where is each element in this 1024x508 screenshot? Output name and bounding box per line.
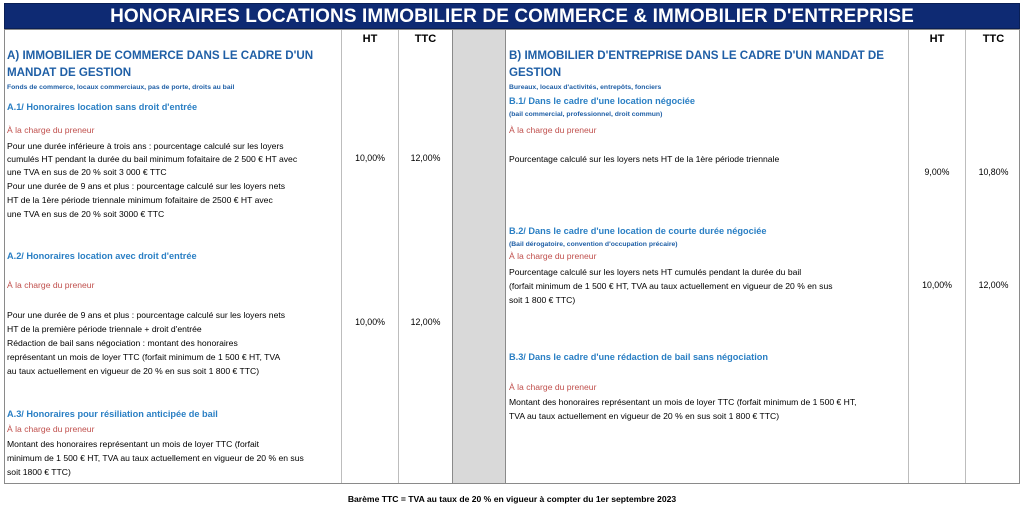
section-b-title-line2: GESTION [509, 66, 562, 79]
a1-line: une TVA en sus de 20 % soit 3000 € TTC [7, 209, 165, 219]
section-b-ttc-column [966, 30, 1021, 483]
a1-ttc-value: 12,00% [410, 153, 441, 163]
b3-line: Montant des honoraires représentant un mois de loyer TTC (forfait minimum de 1 500 € HT, [509, 397, 857, 407]
ht-header: HT [362, 33, 378, 45]
a1-line: Pour une durée inférieure à trois ans : pourcentage calculé sur les loyers [7, 141, 284, 151]
a1-heading: A.1/ Honoraires location sans droit d'entrée [7, 102, 198, 112]
column-separator [453, 30, 506, 483]
section-a-column [5, 30, 342, 483]
b3-line: TVA au taux actuellement en vigueur de 20 % en sus soit 1 800 € TTC) [509, 411, 780, 421]
section-a-subtitle: Fonds de commerce, locaux commerciaux, pas de porte, droits au bail [7, 84, 235, 91]
a1-line: HT de la 1ère période triennale minimum fofaitaire de 2500 € HT avec [7, 195, 273, 205]
a1-line: Pour une durée de 9 ans et plus : pourcentage calculé sur les loyers nets [7, 181, 286, 191]
a1-charge: À la charge du preneur [7, 125, 95, 135]
a2-line: HT de la première période triennale + droit d'entrée [7, 324, 202, 334]
b3-heading: B.3/ Dans le cadre d'une rédaction de bail sans négociation [509, 352, 768, 362]
a1-ht-value: 10,00% [355, 153, 385, 163]
b1-ttc-value: 10,80% [978, 167, 1009, 177]
a1-line: une TVA en sus de 20 % soit 3 000 € TTC [7, 167, 167, 177]
footer-note: Barème TTC = TVA au taux de 20 % en vigueur à compter du 1er septembre 2023 [347, 494, 677, 504]
b2-heading: B.2/ Dans le cadre d'une location de courte durée négociée [509, 226, 767, 236]
ttc-header: TTC [982, 33, 1005, 45]
section-a-ht-column [342, 30, 399, 483]
fees-table [4, 29, 1020, 484]
b1-ht-value: 9,00% [924, 167, 950, 177]
section-a-title-line2: MANDAT DE GESTION [7, 66, 132, 79]
a3-line: Montant des honoraires représentant un mois de loyer TTC (forfait [7, 439, 260, 449]
b2-line: Pourcentage calculé sur les loyers nets HT cumulés pendant la durée du bail [509, 267, 802, 277]
a1-line: cumulés HT pendant la durée du bail minimum fofaitaire de 2 500 € HT avec [7, 154, 298, 164]
b1-sub: (bail commercial, professionnel, droit commun) [509, 111, 663, 118]
b2-ttc-value: 12,00% [978, 280, 1009, 290]
a3-line: soit 1800 € TTC) [7, 467, 71, 477]
b1-line: Pourcentage calculé sur les loyers nets HT de la 1ère période triennale [509, 154, 780, 164]
b2-ht-value: 10,00% [922, 280, 952, 290]
a2-line: Pour une durée de 9 ans et plus : pourcentage calculé sur les loyers nets [7, 310, 286, 320]
b1-heading: B.1/ Dans le cadre d'une location négociée [509, 96, 695, 106]
a3-heading: A.3/ Honoraires pour résiliation anticipée de bail [7, 409, 218, 419]
ttc-header: TTC [414, 33, 437, 45]
a2-line: Rédaction de bail sans négociation : montant des honoraires [7, 338, 238, 348]
b1-charge: À la charge du preneur [509, 125, 597, 135]
a2-heading: A.2/ Honoraires location avec droit d'entrée [7, 251, 197, 261]
b2-line: soit 1 800 € TTC) [509, 295, 576, 305]
section-b-column [506, 30, 909, 483]
a3-charge: À la charge du preneur [7, 424, 95, 434]
ht-header: HT [929, 33, 945, 45]
b2-charge: À la charge du preneur [509, 251, 597, 261]
b3-charge: À la charge du preneur [509, 382, 597, 392]
a2-ttc-value: 12,00% [410, 317, 441, 327]
section-b-ht-column [909, 30, 966, 483]
section-a-title-line1: A) IMMOBILIER DE COMMERCE DANS LE CADRE D'UN [7, 49, 314, 62]
a3-line: minimum de 1 500 € HT, TVA au taux actuellement en vigueur de 20 % en sus [7, 453, 304, 463]
section-b-title-line1: B) IMMOBILIER D'ENTREPRISE DANS LE CADRE D'UN MANDAT DE [509, 49, 885, 62]
b2-sub: (Bail dérogatoire, convention d'occupation précaire) [509, 241, 678, 248]
a2-line: représentant un mois de loyer TTC (forfait minimum de 1 500 € HT, TVA [7, 352, 281, 362]
a2-ht-value: 10,00% [355, 317, 385, 327]
section-b-subtitle: Bureaux, locaux d'activités, entrepôts, fonciers [509, 84, 662, 91]
page-title: HONORAIRES LOCATIONS IMMOBILIER DE COMMERCE & IMMOBILIER D'ENTREPRISE [4, 3, 1020, 29]
a2-charge: À la charge du preneur [7, 280, 95, 290]
a2-line: au taux actuellement en vigueur de 20 % en sus soit 1 800 € TTC) [7, 366, 260, 376]
b2-line: (forfait minimum de 1 500 € HT, TVA au taux actuellement en vigueur de 20 % en sus [509, 281, 833, 291]
section-a-ttc-column [399, 30, 453, 483]
